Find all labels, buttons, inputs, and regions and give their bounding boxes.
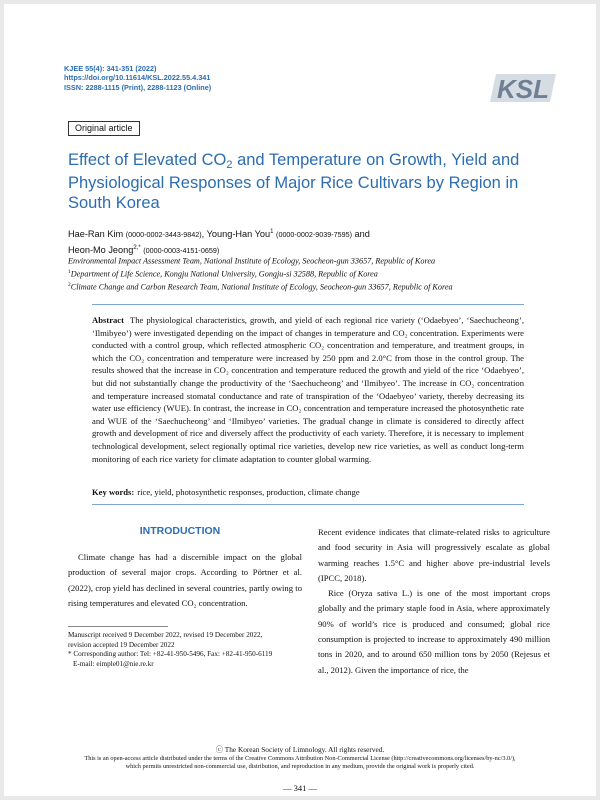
paper-title: Effect of Elevated $CO_2$ and Temperature on Growth, Yield and Physiological Responses of Major Rice Cultivars by Region in South Korea: [68, 151, 520, 212]
journal-doi[interactable]: https://doi.org/10.11614/KSL.2022.55.4.341: [64, 73, 211, 83]
email[interactable]: E-mail: eimple01@nie.re.kr: [73, 659, 154, 668]
author-list: Hae-Ran Kim (0000-0002-3443-9842), Young-Han You$^1$ (0000-0002-9039-7595) and Heon-Mo Jeong$^{2,*}$ (0000-0003-4151-0659): [68, 229, 370, 255]
ksl-logo: [490, 70, 558, 104]
footnote-rule: [68, 626, 168, 627]
article-type-label: Original article: [68, 121, 140, 136]
abstract-top-rule: [92, 304, 524, 305]
keywords-label: Key words:: [92, 487, 135, 497]
body-paragraph: Climate change has had a discernible impact on the global production of several major crops. According to Pörtner et al. (2022), crop yield has declined in several countries, partly owing to rising temperatures and elevated CO₂ concentration.: [68, 552, 302, 608]
abstract-label: Abstract: [92, 315, 124, 325]
orcid-link[interactable]: (0000-0002-3443-9842): [125, 230, 202, 240]
author-name: Hae-Ran Kim: [68, 229, 124, 240]
orcid-link[interactable]: (0000-0002-9039-7595): [276, 230, 352, 240]
affiliation-line: $^2$Climate Change and Carbon Research Team, National Institute of Ecology, Seocheon-gun 33657, Republic of Korea: [68, 282, 453, 293]
paper-page: [4, 4, 596, 796]
license-notice: This is an open-access article distributed under the terms of the Creative Commons Attribution Non-Commercial License (http://creativecommons.org/licenses/by-nc/3.0/), which permits unrestricted non-commercial use, distribution, and reproduction in any medium, provide the original work is properly cited.: [84, 755, 516, 770]
body-paragraph: Recent evidence indicates that climate-related risks to agriculture and food security in Asia will progressively escalate as global warming reaches 1.5°C and higher above pre-industrial levels (IPCC, 2018).: [318, 527, 550, 583]
author-name: Young-Han You: [206, 229, 271, 240]
received-date: Manuscript received 9 December 2022, revised 19 December 2022,: [68, 631, 263, 639]
affiliation-line: Environmental Impact Assessment Team, National Institute of Ecology, Seocheon-gun 33657, Republic of Korea: [68, 256, 436, 266]
abstract-text: The physiological characteristics, growth, and yield of each regional rice variety (‘Odaebyeo’, ‘Saechucheong’, ‘Ilmibyeo’) were investigated depending on the impact of changes in temperature and CO₂ concentration. Experiments were conducted with a control group, which reflected atmospheric CO₂ concentration and temperature, and treatment groups, in which the CO₂ concentration and temperature were increased by 250 ppm and 2.0°C from those in the control group. The results showed that the increase in CO₂ concentration and temperature reduced the growth and yield of the rice ‘Odaebyeo’, but did not substantially change the productivity of the ‘Saechucheong’ and ‘Ilmibyeo’. The increase in CO₂ concentration and temperature increased stomatal conductance and rate of transpiration of the ‘Odaebyeo’ variety, thereby decreasing its water use efficiency (WUE). In contrast, the increase in CO₂ concentration and temperature increased the photosynthetic rate and WUE of the ‘Saechucheong’ and ‘Ilmibyeo’ varieties. The gradual change in climate is considered to directly affect growth and development of rice and diversely affect the productivity of each variety. Therefore, it is necessary to implement technological development, select regionally optimal rice varieties, develop new rice varieties, as well as conduct long-term monitoring of each rice variety for climate adaptation to counter global warming.: [92, 315, 524, 464]
corresponding-author: * Corresponding author: Tel: +82-41-950-5496, Fax: +82-41-950-6119: [68, 650, 273, 658]
author-name: Heon-Mo Jeong: [68, 244, 134, 255]
journal-citation: KJEE 55(4): 341-351 (2022): [64, 64, 157, 73]
footnote: [68, 631, 308, 669]
keywords-line: [92, 487, 524, 497]
accepted-date: revision accepted 19 December 2022: [68, 640, 175, 649]
section-heading: INTRODUCTION: [139, 525, 221, 537]
journal-issn: ISSN: 2288-1115 (Print), 2288-1123 (Online): [64, 82, 212, 92]
body-paragraph: Rice (Oryza sativa L.) is one of the most important crops globally and the primary staple food in Asia, where approximately 90% of world’s rice is produced and consumed; global rice consumption is projected to increase to approximately 490 million tons in 2020, and to around 650 million tons by 2050 (Rejesus et al., 2012). Given the importance of rice, the: [318, 588, 550, 675]
affiliations: [68, 254, 548, 294]
affiliation-line: $^1$Department of Life Science, Kongju National University, Gongju-si 32588, Republic of Korea: [68, 269, 378, 279]
orcid-link[interactable]: (0000-0003-4151-0659): [143, 245, 220, 255]
copyright-notice: ⓒ The Korean Society of Limnology. All rights reserved.: [215, 745, 385, 754]
page-number: — 341 —: [283, 783, 317, 793]
logo-text: KSL: [497, 74, 549, 104]
keywords-text: rice, yield, photosynthetic responses, production, climate change: [137, 487, 360, 497]
abstract-block: [92, 314, 524, 465]
abstract-bottom-rule: [92, 504, 524, 505]
journal-info: [64, 64, 211, 92]
left-column: [68, 550, 302, 611]
right-column: [318, 525, 550, 678]
